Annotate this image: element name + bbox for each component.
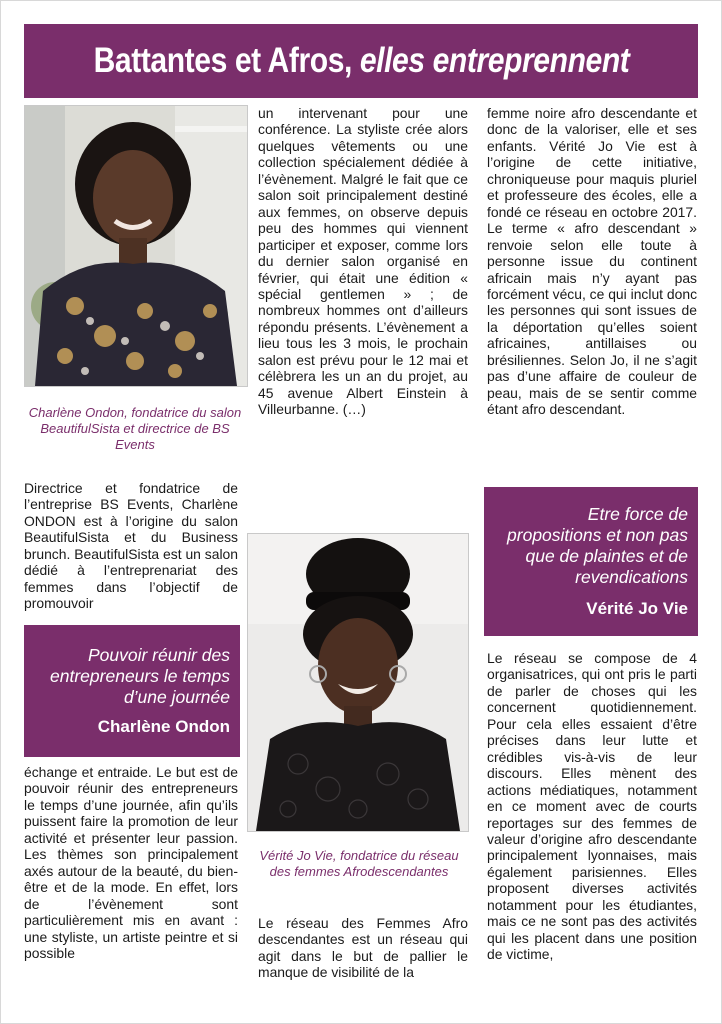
photo-charlene-ondon bbox=[24, 105, 248, 387]
article-col3-bottom: Le réseau se compose de 4 organisatrices, qui ont pris le parti de parler de choses qui les concernent quotidiennement. Pour cela elles essaient d’être précises dans leur lutte et crédibles vis-à-vis de leur discours. Elles mènent des actions médiatiques, notamment en ce moment avec de courts reportages sur des femmes de valeur d’origine afro descendante principalement lyonnaises, mais également parisiennes. Elles proposent diverses activités notamment pour les étudiantes, mais ce ne sont pas des activités qui les placent dans une position de victime, bbox=[487, 650, 697, 963]
pull-quote-verite bbox=[484, 487, 698, 636]
title-banner bbox=[24, 24, 698, 98]
portrait-verite-image bbox=[248, 534, 468, 831]
caption-charlene: Charlène Ondon, fondatrice du salon BeautifulSista et directrice de BS Events bbox=[28, 405, 242, 452]
pull-quote-verite-text: Etre force de propositions et non pas que de plaintes et de revendications bbox=[507, 504, 688, 587]
pull-quote-charlene bbox=[24, 625, 240, 757]
caption-verite: Vérité Jo Vie, fondatrice du réseau des femmes Afrodescendantes bbox=[259, 848, 459, 879]
page-title bbox=[93, 41, 629, 81]
pull-quote-charlene-text: Pouvoir réunir des entrepreneurs le temps d’une journée bbox=[50, 645, 230, 707]
pull-quote-charlene-author: Charlène Ondon bbox=[97, 717, 230, 736]
pull-quote-verite-author: Vérité Jo Vie bbox=[586, 599, 688, 618]
portrait-charlene-image bbox=[25, 106, 247, 386]
article-col3-top: femme noire afro descendante et donc de la valoriser, elle et ses enfants. Vérité Jo Vie est à l’origine de cette initiative, chroniqueuse pour maquis pluriel et professeure des écoles, elle a fondé ce réseau en octobre 2017. Le terme « afro descendant » renvoie selon elle toute à personne issue du continent africain mais n’y ayant pas forcément vécu, ce qui inclut donc les personnes qui sont issues de la déportation qu’elles soient africaines, antillaises ou brésiliennes. Selon Jo, il ne s’agit pas d’une affaire de couleur de peau, mais de se sentir comme étant afro descendant. bbox=[487, 105, 697, 418]
title-emphasis: elles entreprennent bbox=[359, 41, 629, 80]
article-col2-top: un intervenant pour une conférence. La styliste crée alors quelques vêtements ou une collection spécialement dédiée à l’évènement. Malgré le fait que ce salon soit principalement destiné aux femmes, on observe depuis peu des hommes qui viennent participer et exposer, comme lors du dernier salon organisé en février, qui était une édition « spécial gentlemen » ; de nombreux hommes ont d’ailleurs répondu présents. L’évènement a lieu tous les 3 mois, le prochain salon est prévu pour le 12 mai et célèbrera les un an du projet, au 45 avenue Albert Einstein à Villeurbanne. (…) bbox=[258, 105, 468, 418]
article-col1-bottom: échange et entraide. Le but est de pouvoir réunir des entrepreneurs le temps d’une journée, afin qu’ils puissent faire la promotion de leur activité et présenter leur passion. Les thèmes son principalement axés autour de la beauté, du bien-être et de la mode. En effet, lors de l’évènement sont particulièrement mis en avant : une styliste, un artiste peintre et si possible bbox=[24, 764, 238, 961]
title-main: Battantes et Afros, bbox=[93, 41, 360, 80]
article-col1-top: Directrice et fondatrice de l’entreprise BS Events, Charlène ONDON est à l’origine du salon BeautifulSista et du Business brunch. BeautifulSista est un salon dédié à l’entreprenariat des femmes dans l’objectif de promouvoir bbox=[24, 480, 238, 612]
photo-verite-jo-vie bbox=[247, 533, 469, 832]
article-col2-bottom: Le réseau des Femmes Afro descendantes est un réseau qui agit dans le but de pallier le manque de visibilité de la bbox=[258, 915, 468, 981]
